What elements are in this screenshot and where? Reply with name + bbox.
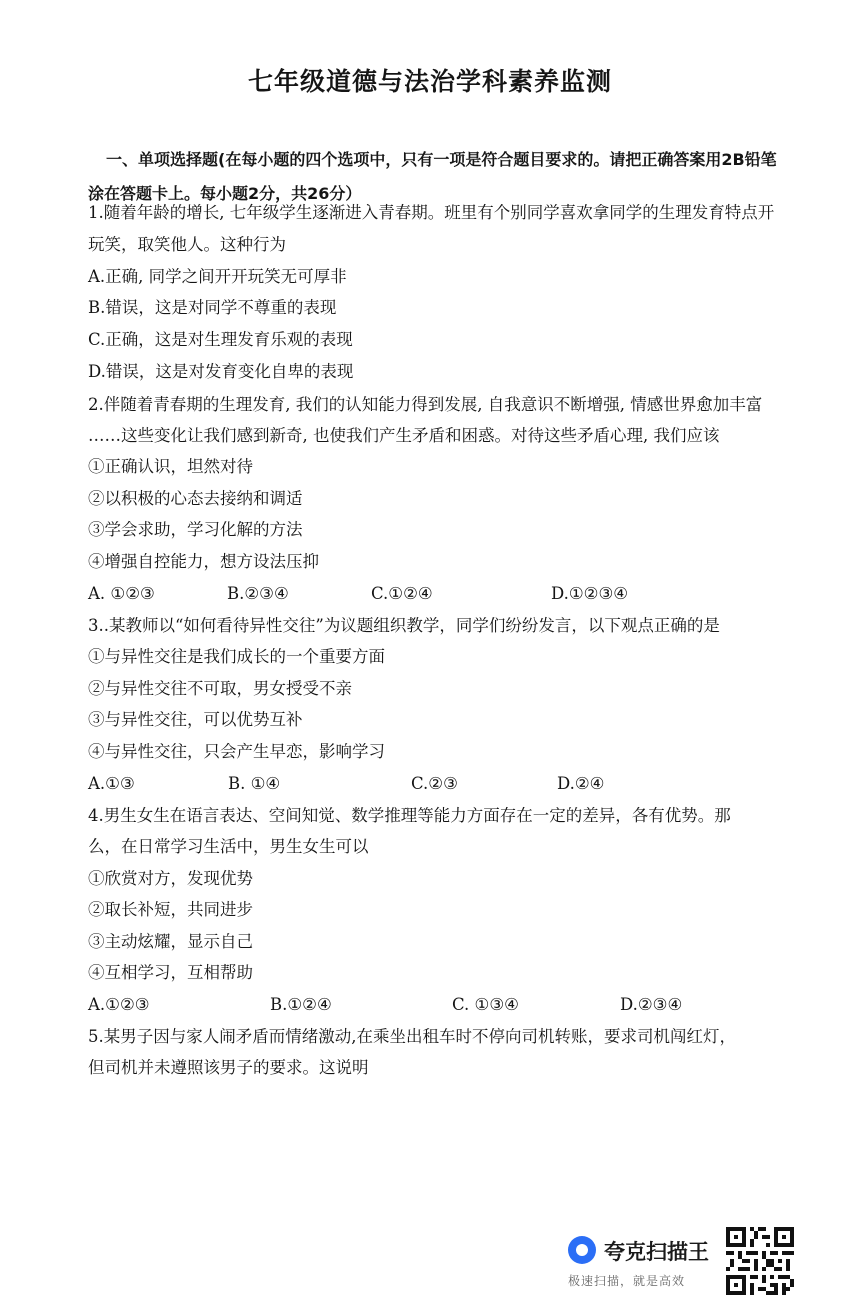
question-4-stem-line-2: 么，在日常学习生活中，男生女生可以 [88, 837, 369, 856]
question-4-option-c: C. ①③④ [452, 995, 519, 1014]
question-3-option-d: D.②④ [557, 774, 605, 793]
question-3-option-c: C.②③ [411, 774, 458, 793]
question-4-statement-1: ①欣赏对方，发现优势 [88, 869, 253, 888]
question-1-option-b: B.错误，这是对同学不尊重的表现 [88, 298, 337, 317]
watermark-brand: 夸克扫描王 [604, 1240, 709, 1264]
question-3-statement-2: ②与异性交往不可取，男女授受不亲 [88, 679, 352, 698]
page-title: 七年级道德与法治学科素养监测 [247, 67, 612, 96]
question-3-stem-line-1: 3..某教师以“如何看待异性交往”为议题组织教学，同学们纷纷发言，以下观点正确的是 [88, 616, 720, 635]
question-1-option-d: D.错误，这是对发育变化自卑的表现 [88, 362, 354, 381]
question-4-statement-2: ②取长补短，共同进步 [88, 900, 253, 919]
question-4-option-a: A.①②③ [88, 995, 150, 1014]
question-3-option-b: B. ①④ [228, 774, 281, 793]
quark-logo-icon [568, 1236, 596, 1264]
question-3-option-a: A.①③ [88, 774, 135, 793]
question-2-statement-2: ②以积极的心态去接纳和调适 [88, 489, 303, 508]
question-1-option-c: C.正确，这是对生理发育乐观的表现 [88, 330, 353, 349]
question-1-option-a: A.正确, 同学之间开开玩笑无可厚非 [88, 267, 347, 286]
question-5-stem-line-2: 但司机并未遵照该男子的要求。这说明 [88, 1058, 369, 1077]
question-2-option-b: B.②③④ [227, 584, 289, 603]
section-heading: 一、单项选择题(在每小题的四个选项中，只有一项是符合题目要求的。请把正确答案用2B铅笔涂在答题卡上。每小题2分，共26分） [88, 150, 777, 203]
question-4-stem-line-1: 4.男生女生在语言表达、空间知觉、数学推理等能力方面存在一定的差异，各有优势。那 [88, 806, 731, 825]
question-2-statement-4: ④增强自控能力，想方设法压抑 [88, 552, 319, 571]
question-4-option-b: B.①②④ [270, 995, 332, 1014]
question-2-statement-1: ①正确认识，坦然对待 [88, 457, 253, 476]
question-2-option-a: A. ①②③ [88, 584, 155, 603]
qr-code-icon [726, 1227, 794, 1295]
question-2-stem-line-1: 2.伴随着青春期的生理发育, 我们的认知能力得到发展, 自我意识不断增强, 情感世界愈加丰富 [88, 395, 763, 414]
question-3-statement-1: ①与异性交往是我们成长的一个重要方面 [88, 647, 385, 666]
watermark-slogan: 极速扫描，就是高效 [568, 1274, 686, 1288]
question-5-stem-line-1: 5.某男子因与家人闹矛盾而情绪激动,在乘坐出租车时不停向司机转账，要求司机闯红灯， [88, 1027, 736, 1046]
question-2-stem-line-2: ……这些变化让我们感到新奇, 也使我们产生矛盾和困惑。对待这些矛盾心理, 我们应该 [88, 426, 720, 445]
question-3-statement-4: ④与异性交往，只会产生早恋，影响学习 [88, 742, 385, 761]
question-2-statement-3: ③学会求助，学习化解的方法 [88, 520, 303, 539]
question-1-stem-line-2: 玩笑，取笑他人。这种行为 [88, 235, 286, 254]
scanner-watermark [566, 1232, 716, 1292]
question-4-option-d: D.②③④ [620, 995, 683, 1014]
question-2-option-c: C.①②④ [371, 584, 433, 603]
question-1-stem-line-1: 1.随着年龄的增长, 七年级学生逐渐进入青春期。班里有个别同学喜欢拿同学的生理发育特点开 [88, 203, 775, 222]
question-4-statement-3: ③主动炫耀，显示自己 [88, 932, 253, 951]
question-2-option-d: D.①②③④ [551, 584, 629, 603]
question-4-statement-4: ④互相学习，互相帮助 [88, 963, 253, 982]
question-3-statement-3: ③与异性交往，可以优势互补 [88, 710, 303, 729]
